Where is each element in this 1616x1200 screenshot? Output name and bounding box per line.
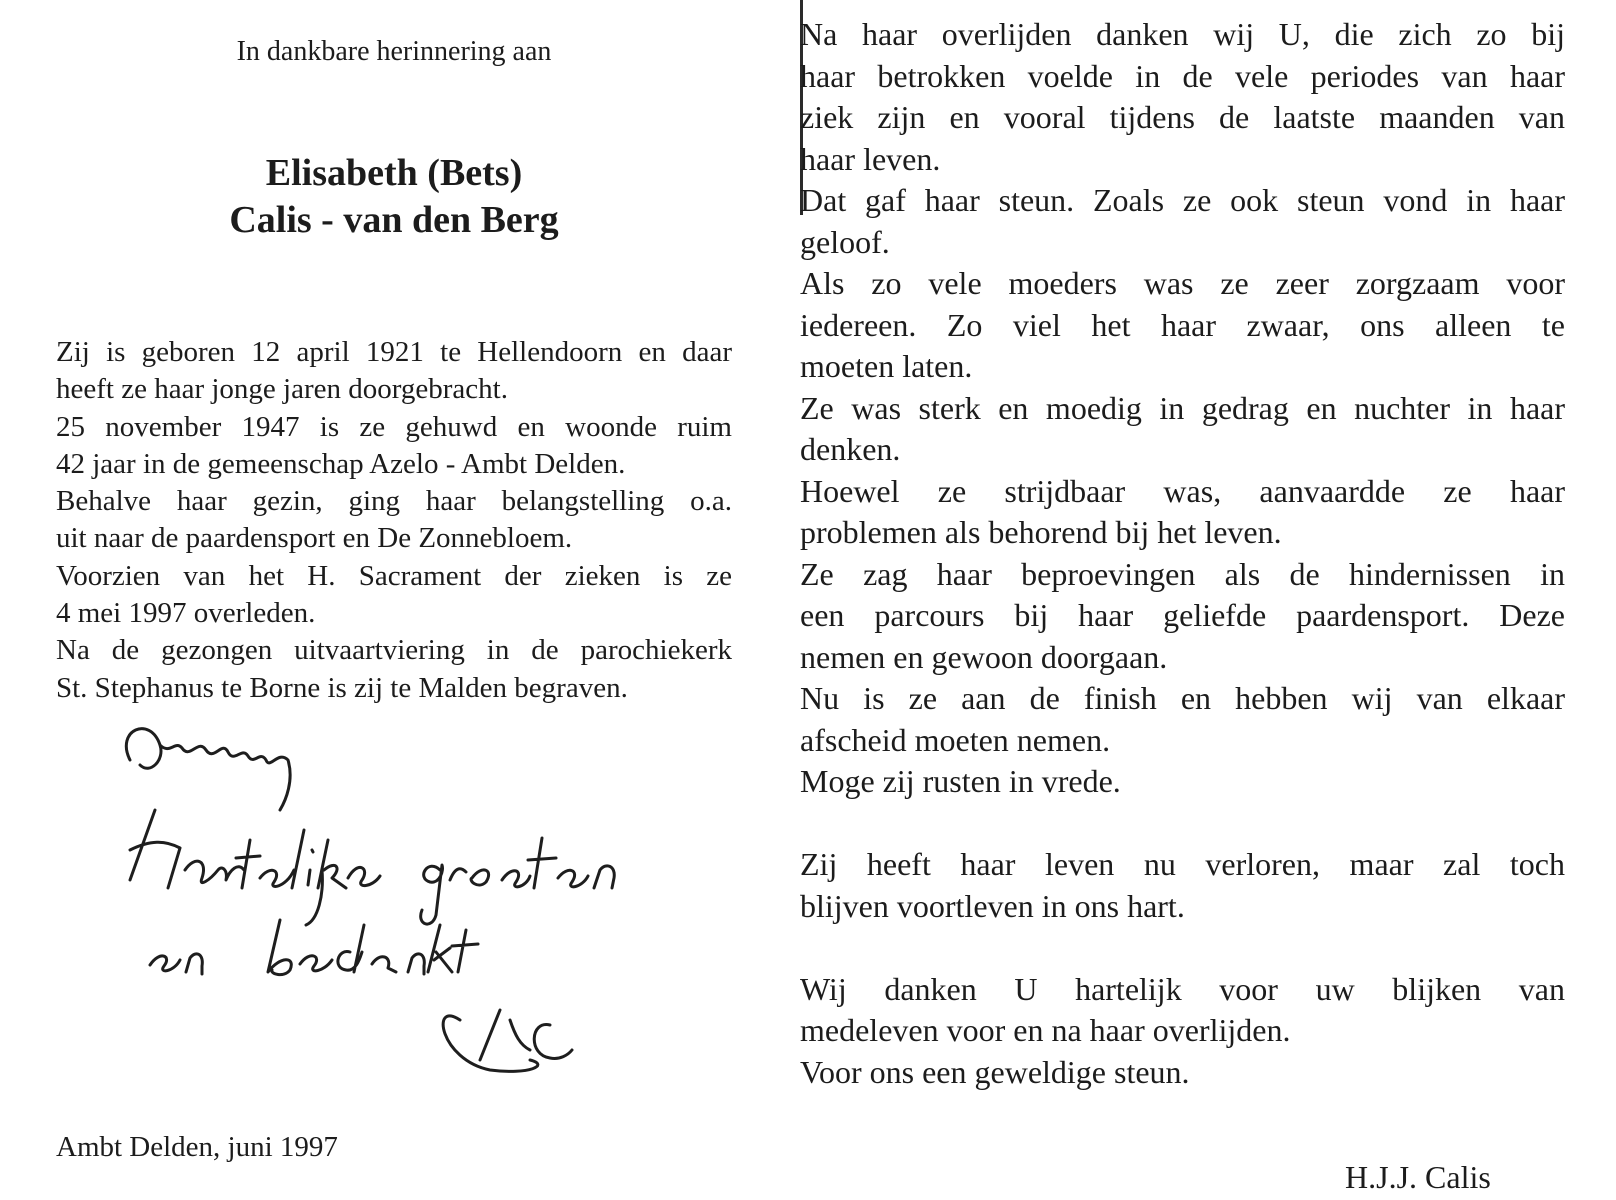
bio-line: St. Stephanus te Borne is zij te Malden begraven. <box>56 671 628 704</box>
letter-line: Nu is ze aan de finish en hebben wij van elkaar <box>800 680 1565 716</box>
letter-line: medeleven voor en na haar overlijden. <box>800 1012 1291 1048</box>
letter-line: Wij danken U hartelijk voor uw blijken van <box>800 970 1565 1007</box>
bio-line: 4 mei 1997 overleden. <box>56 597 316 630</box>
letter-line: Ze was sterk en moedig in gedrag en nuchter in haar <box>800 389 1565 426</box>
handwritten-note <box>110 720 730 1100</box>
name-line-2: Calis - van den Berg <box>229 199 559 241</box>
letter-line: problemen als behorend bij het leven. <box>800 514 1282 550</box>
letter-line: Na haar overlijden danken wij U, die zich zo bij <box>800 16 1565 52</box>
letter-line: Voor ons een geweldige steun. <box>800 1053 1190 1090</box>
bio-line: Zij is geboren 12 april 1921 te Hellendoorn en daar <box>56 336 732 368</box>
bio-line: 42 jaar in de gemeenschap Azelo - Ambt Delden. <box>56 447 626 480</box>
biography <box>56 334 732 707</box>
letter-paragraph <box>800 1052 1565 1094</box>
right-card <box>800 0 1616 1200</box>
letter-line: Als zo vele moeders was ze zeer zorgzaam voor <box>800 265 1565 301</box>
letter-paragraph <box>800 844 1565 927</box>
letter-line: blijven voortleven in ons hart. <box>800 887 1185 924</box>
letter-line: afscheid moeten nemen. <box>800 721 1111 758</box>
thank-you-letter <box>800 14 1565 1093</box>
letter-line: geloof. <box>800 223 890 260</box>
letter-line: ziek zijn en vooral tijdens de laatste maanden van <box>800 99 1565 135</box>
letter-line: moeten laten. <box>800 348 973 384</box>
bio-line: Voorzien van het H. Sacrament der zieken is ze <box>56 559 732 592</box>
bio-line: Behalve haar gezin, ging haar belangstelling o.a. <box>56 485 732 518</box>
name-line-1: Elisabeth (Bets) <box>265 152 523 194</box>
letter-paragraph <box>800 969 1565 1052</box>
letter-line: haar betrokken voelde in de vele periodes van haar <box>800 57 1565 94</box>
letter-paragraph <box>800 263 1565 388</box>
letter-line: Dat gaf haar steun. Zoals ze ook steun vond in haar <box>800 182 1565 218</box>
letter-line: denken. <box>800 431 901 467</box>
letter-paragraph <box>800 471 1565 554</box>
deceased-name <box>56 150 732 244</box>
letter-line: Hoewel ze strijdbaar was, aanvaardde ze haar <box>800 472 1565 509</box>
letter-paragraph <box>800 14 1565 180</box>
letter-paragraph <box>800 761 1565 803</box>
letter-line: Moge zij rusten in vrede. <box>800 763 1121 799</box>
letter-paragraph <box>800 388 1565 471</box>
intro-text: In dankbare herinnering aan <box>236 36 552 67</box>
letter-paragraph <box>800 180 1565 263</box>
bio-line: Na de gezongen uitvaartviering in de parochiekerk <box>56 634 732 667</box>
letter-line: Zij heeft haar leven nu verloren, maar zal toch <box>800 846 1565 882</box>
place-and-date: Ambt Delden, juni 1997 <box>56 1131 338 1163</box>
letter-line: nemen en gewoon doorgaan. <box>800 638 1168 675</box>
letter-line: iedereen. Zo viel het haar zwaar, ons alleen te <box>800 306 1565 343</box>
letter-line: haar leven. <box>800 140 941 177</box>
letter-line: een parcours bij haar geliefde paardensport. Deze <box>800 597 1565 633</box>
letter-paragraph <box>800 554 1565 679</box>
bio-line: 25 november 1947 is ze gehuwd en woonde ruim <box>56 410 732 443</box>
left-card <box>0 0 790 1200</box>
bio-line: heeft ze haar jonge jaren doorgebracht. <box>56 373 508 406</box>
letter-paragraph <box>800 678 1565 761</box>
signature: H.J.J. Calis <box>1345 1159 1491 1195</box>
bio-line: uit naar de paardensport en De Zonnebloem. <box>56 522 573 555</box>
letter-line: Ze zag haar beproevingen als de hindernissen in <box>800 555 1565 592</box>
